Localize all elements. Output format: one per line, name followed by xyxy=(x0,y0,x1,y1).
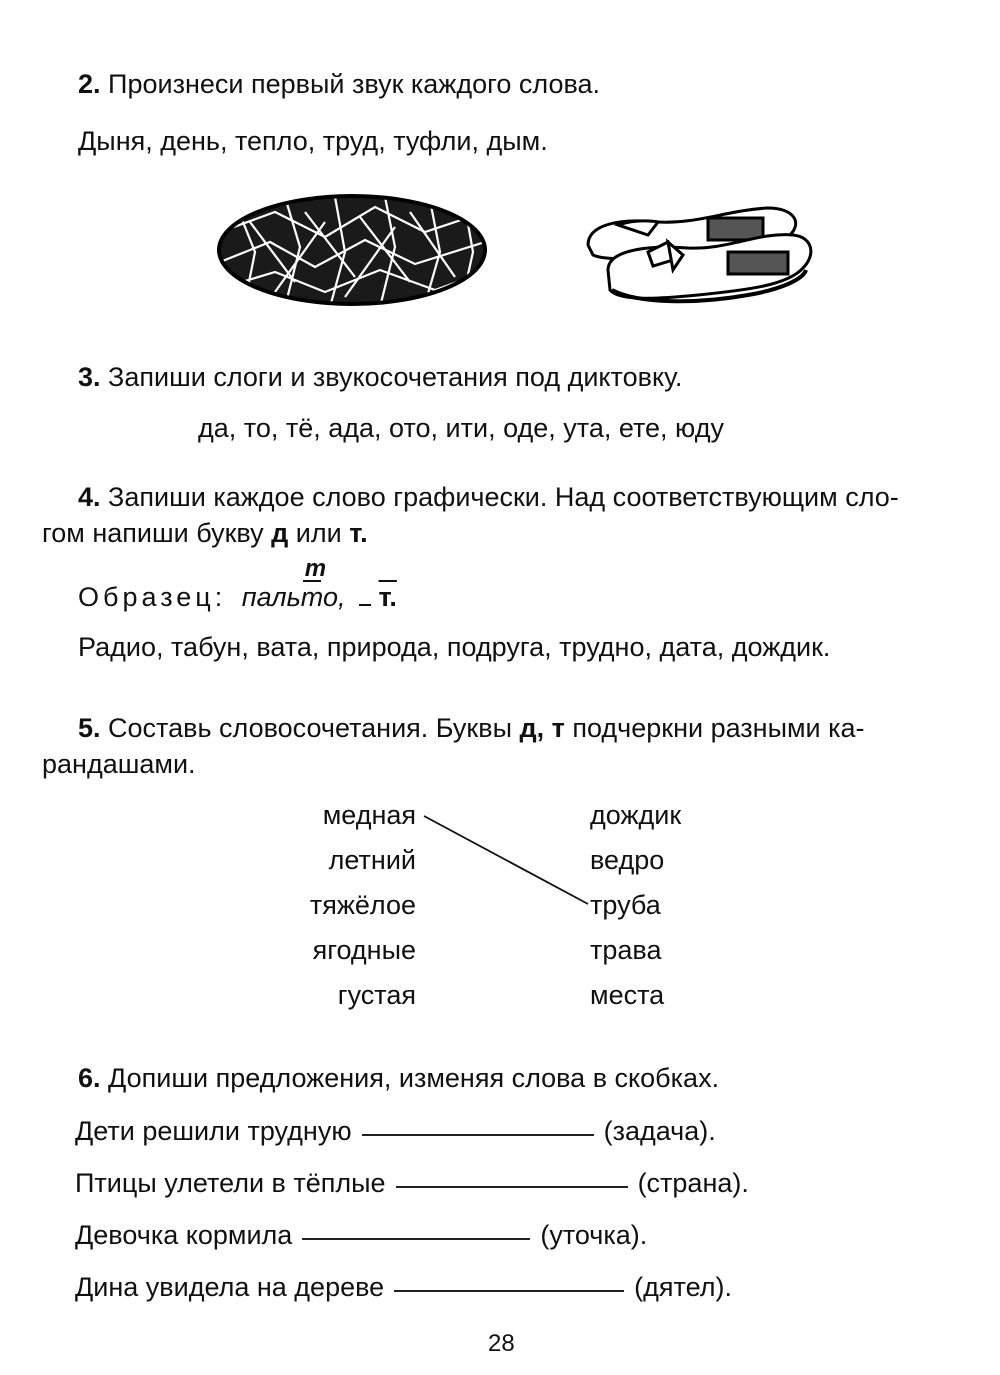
sample-word-text: пальто, xyxy=(241,582,346,612)
letter-d: д xyxy=(271,518,289,548)
answer-blank-2[interactable] xyxy=(396,1186,628,1188)
answer-blank-3[interactable] xyxy=(302,1238,530,1240)
sentence-3-text: Девочка кормила xyxy=(75,1220,293,1250)
sentence-4-text: Дина увидела на дереве xyxy=(75,1272,385,1302)
scheme-dash xyxy=(359,604,371,606)
right-word-2: ведро xyxy=(590,845,665,875)
answer-blank-4[interactable] xyxy=(394,1290,624,1292)
sentence-4-hint: (дятел). xyxy=(634,1272,732,1302)
melon-illustration xyxy=(215,192,490,312)
answer-blank-1[interactable] xyxy=(362,1134,594,1136)
left-word-1: медная xyxy=(322,800,416,830)
left-word-4: ягодные xyxy=(312,935,416,965)
ex5-number: 5. xyxy=(78,713,101,743)
sentence-2 xyxy=(75,1166,749,1200)
ex5-task-line1 xyxy=(78,711,865,745)
right-word-3: труба xyxy=(590,890,661,920)
sentence-1-hint: (задача). xyxy=(603,1116,716,1146)
ex5-letters: д, т xyxy=(519,713,565,743)
left-word-2: летний xyxy=(328,845,416,875)
ex4-or: или xyxy=(288,518,350,548)
sentence-3 xyxy=(75,1218,647,1252)
ex4-words: Радио, табун, вата, природа, подруга, трудно, дата, дождик. xyxy=(78,632,831,662)
shoes-illustration xyxy=(578,200,818,310)
sentence-1-text: Дети решили трудную xyxy=(75,1116,352,1146)
ex4-number: 4. xyxy=(78,482,101,512)
sample-mark: т xyxy=(304,555,327,582)
right-word-5: места xyxy=(590,980,665,1010)
sentence-2-text: Птицы улетели в тёплые xyxy=(75,1168,386,1198)
ex4-task-text-1: Запиши каждое слово графически. Над соответствующим сло- xyxy=(108,482,899,512)
page-number: 28 xyxy=(488,1330,515,1357)
ex3-number: 3. xyxy=(78,362,101,392)
ex5-task-line2: рандашами. xyxy=(42,749,196,779)
sentence-2-hint: (страна). xyxy=(637,1168,749,1198)
ex2-number: 2. xyxy=(78,69,101,99)
ex3-task-text: Запиши слоги и звукосочетания под диктовку. xyxy=(108,362,683,392)
ex6-number: 6. xyxy=(78,1063,101,1093)
ex3-syllables: да, то, тё, ада, ото, ити, оде, ута, ете, юду xyxy=(198,413,724,443)
ex4-task-line2 xyxy=(42,516,368,550)
right-word-4: трава xyxy=(590,935,662,965)
connection-line xyxy=(420,810,595,910)
ex5-task-text-1: Составь словосочетания. Буквы xyxy=(108,713,520,743)
ex6-task-text: Допиши предложения, изменяя слова в скобках. xyxy=(108,1063,720,1093)
right-word-1: дождик xyxy=(590,800,682,830)
ex2-task xyxy=(78,67,600,101)
ex5-task-text-2: подчеркни разными ка- xyxy=(564,713,865,743)
ex4-task-line1 xyxy=(78,480,899,514)
letter-t: т. xyxy=(349,518,368,548)
sentence-1 xyxy=(75,1114,716,1148)
ex6-task xyxy=(78,1061,719,1095)
ex2-task-text: Произнеси первый звук каждого слова. xyxy=(108,69,601,99)
sentence-3-hint: (уточка). xyxy=(540,1220,648,1250)
sample-label: Образец: xyxy=(78,582,227,612)
ex2-words: Дыня, день, тепло, труд, туфли, дым. xyxy=(78,126,548,156)
sample-syllable-line xyxy=(303,580,321,582)
ex4-task-text-2: гом напиши букву xyxy=(42,518,272,548)
left-word-3: тяжёлое xyxy=(309,890,416,920)
scheme-mark: т. xyxy=(378,582,397,612)
sample-word xyxy=(241,555,353,612)
sentence-4 xyxy=(75,1270,732,1304)
ex3-task xyxy=(78,360,682,394)
left-word-5: густая xyxy=(337,980,416,1010)
ex4-sample xyxy=(78,555,397,614)
